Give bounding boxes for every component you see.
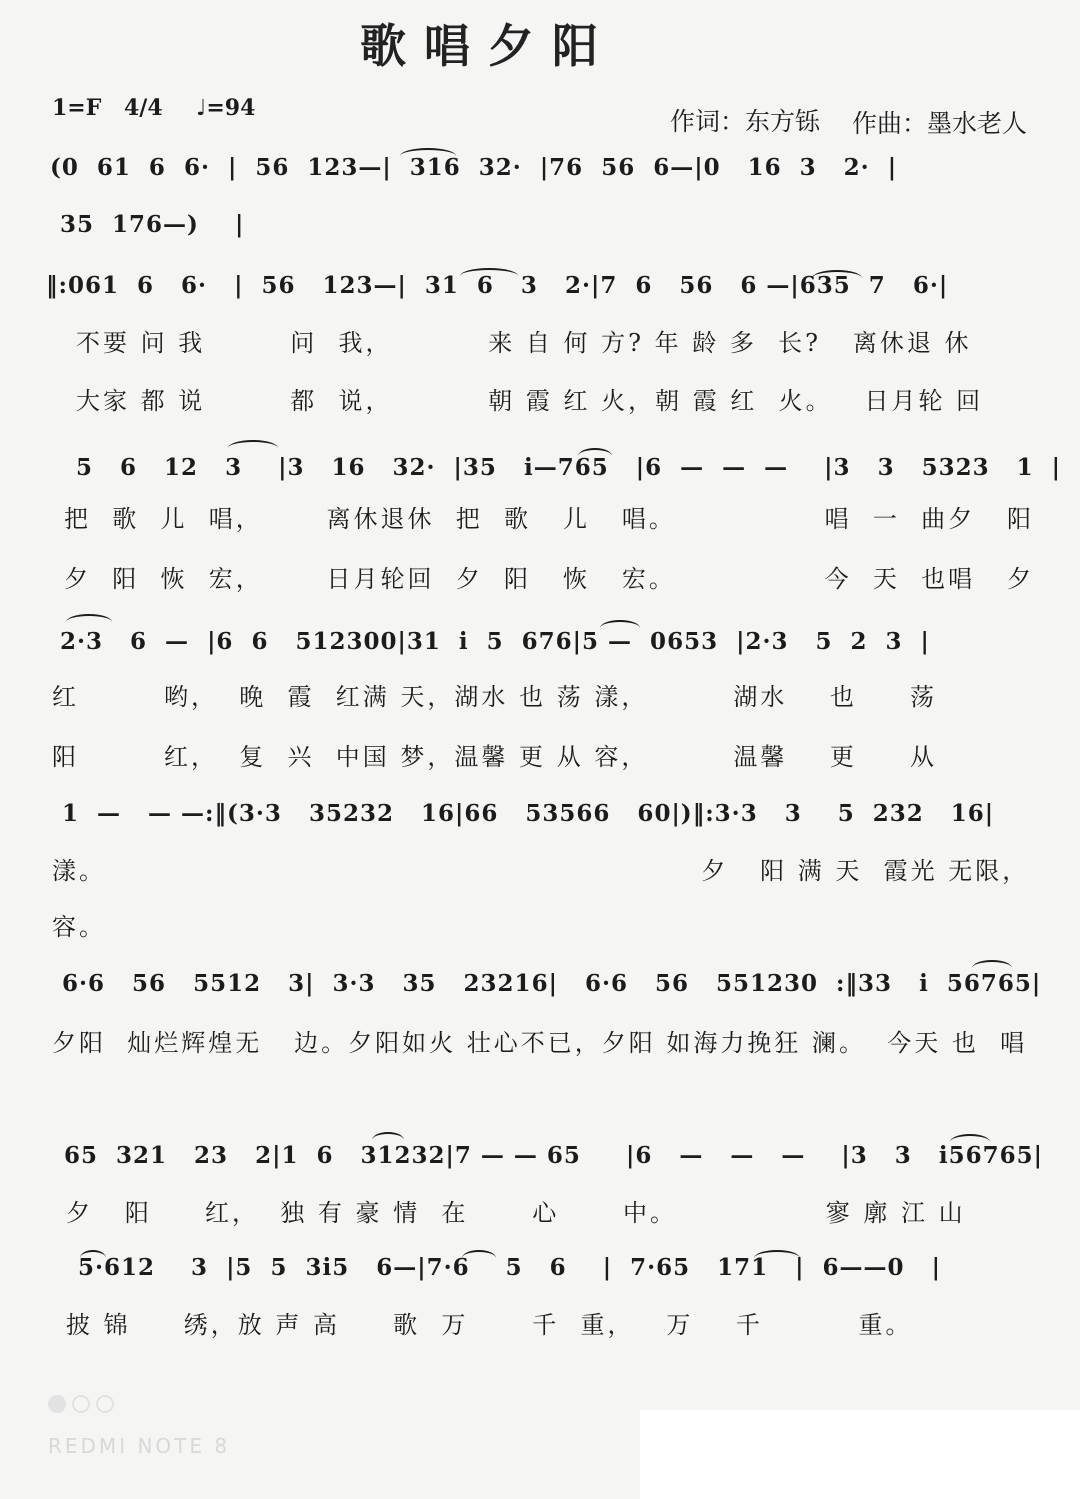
slur-mark — [754, 1250, 800, 1266]
slur-mark — [228, 440, 278, 456]
lyric-line: 阳 红， 复 兴 中国 梦，温馨 更 从 容， 温馨 更 从 — [52, 743, 938, 771]
notation-line: 6·6 56 5512 3| 3·3 35 23216| 6·6 56 551230 :‖33 i 56765| — [62, 970, 1042, 997]
slur-mark — [462, 1250, 496, 1266]
notation-line: 65 321 23 2|1 6 31232|7 — — 65 |6 — — — |3 3 i56765| — [64, 1142, 1043, 1169]
slur-mark — [80, 1250, 106, 1266]
lyric-line: 把 歌 儿 唱， 离休退休 把 歌 儿 唱。 唱 一 曲夕 阳 — [64, 505, 1035, 533]
notation-line: ‖:061 6 6· | 56 123—| 31 6 3 2·|7 6 56 6 —|635 7 6·| — [46, 272, 949, 299]
composer-credit: 作曲：墨水老人 — [852, 109, 1028, 138]
notation-line: 2·3 6 — |6 6 512300|31 i 5 676|5 — 0653 |2·3 5 2 3 | — [60, 628, 930, 655]
watermark-dot-icon — [96, 1395, 114, 1413]
camera-watermark: REDMI NOTE 8 — [48, 1434, 231, 1458]
tempo-marking: ♩=94 — [196, 95, 256, 121]
slur-mark — [950, 1134, 990, 1150]
notation-line: 5·612 3 |5 5 3i5 6—|7·6 5 6 | 7·65 171 | 6——0 | — [78, 1254, 941, 1281]
notation-line: 1 — — —:‖(3·3 35232 16|66 53566 60|)‖:3·3 3 5 232 16| — [62, 800, 995, 827]
camera-watermark-dots — [48, 1395, 120, 1417]
lyricist-credit: 作词：东方铄 — [670, 107, 821, 136]
lyric-line: 容。 — [52, 913, 106, 941]
notation-line: 5 6 12 3 |3 16 32· |35 i—765 |6 — — — |3 3 5323 1 | — [76, 454, 1062, 481]
lyric-line: 不要 问 我 问 我， 来 自 何 方? 年 龄 多 长? 离休退 休 — [76, 329, 972, 357]
slur-mark — [812, 270, 862, 286]
lyric-line: 夕阳 灿烂辉煌无 边。夕阳如火 壮心不已，夕阳 如海力挽狂 澜。 今天 也 唱 — [52, 1029, 1028, 1057]
slur-mark — [600, 620, 640, 636]
lyric-line: 夕 阳 红， 独 有 豪 情 在 心 中。 寥 廓 江 山 — [66, 1199, 966, 1227]
lyric-line: 红 哟， 晚 霞 红满 天，湖水 也 荡 漾， 湖水 也 荡 — [52, 683, 938, 711]
slur-mark — [460, 268, 518, 284]
slur-mark — [400, 148, 456, 164]
watermark-dot-icon — [72, 1395, 90, 1413]
slur-mark — [66, 614, 112, 630]
lyric-line: 披 锦 绣，放 声 高 歌 万 千 重， 万 千 重。 — [66, 1311, 913, 1339]
slur-mark — [972, 960, 1012, 976]
lyric-line: 漾。 夕 阳 满 天 霞光 无限， — [52, 857, 1030, 885]
song-title: 歌唱夕阳 — [360, 19, 616, 73]
key-signature: 1=F — [52, 95, 102, 121]
lyric-line: 夕 阳 恢 宏， 日月轮回 夕 阳 恢 宏。 今 天 也唱 夕 — [64, 565, 1035, 593]
slur-mark — [578, 448, 612, 464]
notation-line: (0 61 6 6· | 56 123—| 316 32· |76 56 6—|0 16 3 2· | — [50, 154, 898, 181]
lyric-line: 大家 都 说 都 说， 朝 霞 红 火，朝 霞 红 火。 日月轮 回 — [76, 387, 984, 415]
time-signature: 4/4 — [124, 95, 163, 121]
watermark-dot-icon — [48, 1395, 66, 1413]
slur-mark — [372, 1132, 404, 1148]
photo-corner-blank — [640, 1410, 1080, 1499]
notation-line: 35 176—) | — [60, 211, 245, 238]
